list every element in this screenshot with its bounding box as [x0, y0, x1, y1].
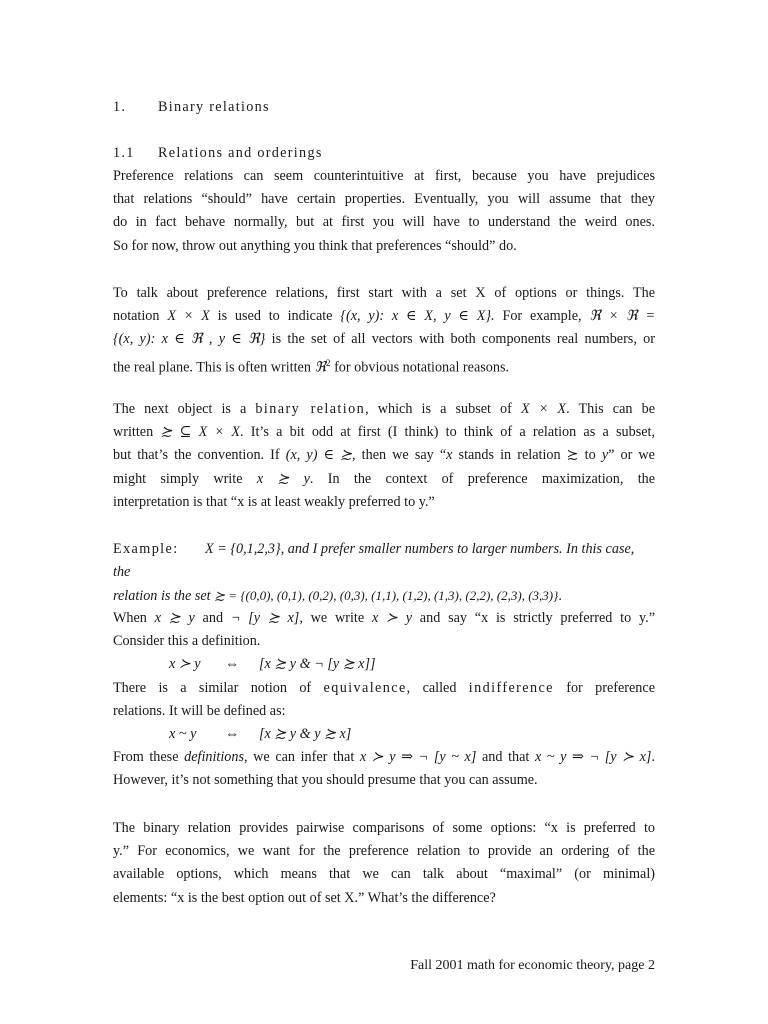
paragraph-notation — [113, 282, 655, 380]
subsection-heading — [113, 142, 655, 165]
math-expr: X = {0,1,2,3} — [205, 541, 281, 557]
text-line: do in fact behave normally, but at first you will have to understand the weird ones. — [113, 214, 655, 231]
page-footer: Fall 2001 math for economic theory, page 2 — [410, 958, 655, 973]
text-line: relation is the set ≿ = {(0,0), (0,1), (0,2), (0,3), (1,1), (1,2), (1,3), (2,2), (2,3), (3,3)}. — [113, 588, 562, 605]
text-line: When x ≿ y and ¬ [y ≿ x], we write x ≻ y and say “x is strictly preferred to y.” — [113, 610, 656, 626]
text-line: The binary relation provides pairwise comparisons of some options: “x is preferred to — [113, 820, 655, 836]
section-title: Binary relations — [158, 99, 270, 115]
example-block — [113, 538, 655, 609]
text-line: written ≿ ⊆ X × X. It’s a bit odd at first (I think) to think of a relation as a subset, — [113, 424, 655, 441]
paragraph-intro — [113, 165, 655, 258]
superscript: 2 — [326, 357, 331, 368]
math-expr: x ≿ y — [154, 610, 195, 626]
text-line: The next object is a binary relation, which is a subset of X × X. This can be — [113, 401, 655, 417]
text-line: Example: X = {0,1,2,3}, and I prefer smaller numbers to larger numbers. In this case, the — [113, 538, 655, 584]
text-line: available options, which means that we can talk about “maximal” (or minimal) — [113, 866, 655, 883]
text-line: However, it’s not something that you should presume that you can assume. — [113, 772, 538, 789]
math-expr: x ~ y ⇒ ¬ [y ≻ x] — [534, 749, 652, 766]
text-line: elements: “x is the best option out of set X.” What’s the difference? — [113, 889, 496, 906]
text-line: might simply write x ≿ y. In the context of preference maximization, the — [113, 470, 656, 487]
paragraph-binary-relation — [113, 398, 655, 514]
example-label: Example: — [113, 541, 179, 557]
formula-strict: x ≻ y ⇔ [x ≿ y & ¬ [y ≿ x]] — [169, 656, 376, 673]
text-line: relations. It will be defined as: — [113, 702, 286, 719]
paragraph-strict-preference — [113, 607, 655, 793]
text-line: There is a similar notion of equivalence, called indifference for preference — [113, 679, 655, 696]
text-line: the real plane. This is often written ℜ$^2$ for obvious notational reasons. — [113, 357, 510, 376]
text-line: Consider this a definition. — [113, 633, 261, 650]
math-expr: {(x, y): x ∈ X, y ∈ X}. — [340, 308, 495, 325]
math-expr: X × X — [520, 401, 567, 417]
math-expr: X × X — [167, 308, 210, 325]
math-expr: ¬ [y ≿ x] — [230, 610, 300, 626]
math-expr: ℜ — [314, 359, 327, 376]
text-line: To talk about preference relations, first start with a set X of options or things. The — [113, 285, 655, 301]
section-number: 1. — [113, 99, 127, 115]
math-expr: x ≻ y ⇒ ¬ [y ~ x] — [359, 749, 477, 766]
text-line: So for now, throw out anything you think that preferences “should” do. — [113, 237, 517, 254]
formula-indifference: x ~ y ⇔ [x ≿ y & y ≿ x] — [169, 726, 352, 743]
text-line: y.” For economics, we want for the preference relation to provide an ordering of the — [113, 843, 655, 860]
subsection-title: Relations and orderings — [158, 145, 323, 161]
math-expr: ℜ × ℜ = — [589, 308, 656, 325]
text-line: interpretation is that “x is at least weakly preferred to y.” — [113, 493, 435, 510]
math-expr: (x, y) ∈ ≿ — [285, 447, 353, 464]
text-line: From these definitions, we can infer that x ≻ y ⇒ ¬ [y ~ x] and that x ~ y ⇒ ¬ [y ≻ x]. — [113, 749, 655, 766]
text-line: but that’s the convention. If (x, y) ∈ ≿, then we say “x stands in relation ≿ to y” or we — [113, 447, 655, 464]
math-expr: ≿ ⊆ X × X — [160, 424, 240, 441]
text-line: {(x, y): x ∈ ℜ , y ∈ ℜ} is the set of all vectors with both components real numbers, or — [113, 331, 655, 348]
section-heading — [113, 96, 655, 119]
text-line: Preference relations can seem counterintuitive at first, because you have prejudices — [113, 168, 655, 184]
term-binary-relation: binary relation — [255, 401, 366, 417]
subsection-number: 1.1 — [113, 145, 135, 161]
math-expr: x ≻ y — [371, 610, 412, 626]
paragraph-ordering — [113, 817, 655, 910]
math-expr: x ≿ y — [256, 470, 310, 487]
text-line: that relations “should” have certain properties. Eventually, you will assume that they — [113, 191, 655, 208]
math-expr: ≿ = {(0,0), (0,1), (0,2), (0,3), (1,1), (1,2), (1,3), (2,2), (2,3), (3,3)} — [214, 588, 559, 604]
math-expr: {(x, y): x ∈ ℜ , y ∈ ℜ} — [113, 331, 266, 348]
text-line: notation X × X is used to indicate {(x, y): x ∈ X, y ∈ X}. For example, ℜ × ℜ = — [113, 308, 656, 325]
